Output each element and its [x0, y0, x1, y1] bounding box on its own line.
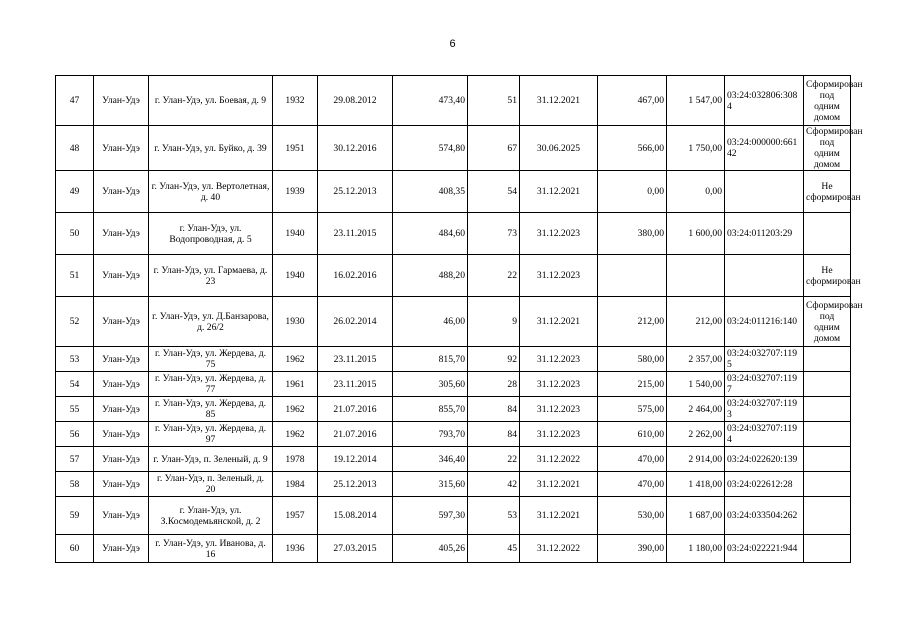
address-cell: г. Улан-Удэ, ул. Жердева, д. 97 [149, 422, 273, 447]
land-area-cell: 566,00 [598, 126, 667, 171]
residents-cell: 54 [468, 171, 520, 213]
table-row [56, 76, 851, 126]
inclusion-date-cell: 23.11.2015 [318, 213, 393, 255]
address-cell: г. Улан-Удэ, ул. Водопроводная, д. 5 [149, 213, 273, 255]
inclusion-date-cell: 30.12.2016 [318, 126, 393, 171]
address-cell: г. Улан-Удэ, ул. Жердева, д. 77 [149, 372, 273, 397]
total-area-cell: 1 547,00 [667, 76, 725, 126]
land-area-cell [598, 255, 667, 297]
cadastral-number-cell [725, 255, 804, 297]
inclusion-date-cell: 26.02.2014 [318, 297, 393, 347]
table-row [56, 126, 851, 171]
deadline-date-cell: 31.12.2023 [520, 422, 598, 447]
city-cell: Улан-Удэ [94, 447, 149, 472]
land-area-cell: 215,00 [598, 372, 667, 397]
build-year-cell: 1984 [273, 472, 318, 497]
inclusion-date-cell: 27.03.2015 [318, 535, 393, 563]
build-year-cell: 1939 [273, 171, 318, 213]
deadline-date-cell: 31.12.2022 [520, 535, 598, 563]
table-row [56, 497, 851, 535]
deadline-date-cell: 31.12.2021 [520, 472, 598, 497]
residents-cell: 92 [468, 347, 520, 372]
cadastral-number-cell: 03:24:022620:139 [725, 447, 804, 472]
cadastral-number-cell: 03:24:011203:29 [725, 213, 804, 255]
cadastral-number-cell: 03:24:022221:944 [725, 535, 804, 563]
address-cell: г. Улан-Удэ, п. Зеленый, д. 20 [149, 472, 273, 497]
row-number: 47 [56, 76, 94, 126]
residents-cell: 84 [468, 397, 520, 422]
page-number: 6 [449, 38, 456, 50]
city-cell: Улан-Удэ [94, 397, 149, 422]
deadline-date-cell: 31.12.2023 [520, 372, 598, 397]
total-area-cell: 1 540,00 [667, 372, 725, 397]
land-area-cell: 470,00 [598, 447, 667, 472]
address-cell: г. Улан-Удэ, ул. Вертолетная, д. 40 [149, 171, 273, 213]
total-area-cell: 1 180,00 [667, 535, 725, 563]
land-status-cell: Сформирован под одним домом [804, 126, 851, 171]
table-row [56, 171, 851, 213]
build-year-cell: 1951 [273, 126, 318, 171]
cadastral-number-cell: 03:24:032707:1195 [725, 347, 804, 372]
build-year-cell: 1962 [273, 422, 318, 447]
row-number: 50 [56, 213, 94, 255]
city-cell: Улан-Удэ [94, 255, 149, 297]
inclusion-date-cell: 21.07.2016 [318, 422, 393, 447]
cadastral-number-cell: 03:24:032806:3084 [725, 76, 804, 126]
residents-cell: 84 [468, 422, 520, 447]
residents-cell: 9 [468, 297, 520, 347]
residents-cell: 51 [468, 76, 520, 126]
row-number: 55 [56, 397, 94, 422]
land-area-cell: 530,00 [598, 497, 667, 535]
build-year-cell: 1940 [273, 213, 318, 255]
row-number: 56 [56, 422, 94, 447]
row-number: 54 [56, 372, 94, 397]
land-area-cell: 212,00 [598, 297, 667, 347]
land-status-cell [804, 213, 851, 255]
total-area-cell: 1 687,00 [667, 497, 725, 535]
deadline-date-cell: 31.12.2023 [520, 347, 598, 372]
cadastral-number-cell: 03:24:033504:262 [725, 497, 804, 535]
build-year-cell: 1961 [273, 372, 318, 397]
deadline-date-cell: 31.12.2021 [520, 171, 598, 213]
city-cell: Улан-Удэ [94, 535, 149, 563]
area-cell: 815,70 [393, 347, 468, 372]
deadline-date-cell: 30.06.2025 [520, 126, 598, 171]
residents-cell: 28 [468, 372, 520, 397]
city-cell: Улан-Удэ [94, 213, 149, 255]
land-status-cell: Сформирован под одним домом [804, 76, 851, 126]
residents-cell: 22 [468, 255, 520, 297]
land-status-cell [804, 447, 851, 472]
area-cell: 305,60 [393, 372, 468, 397]
table-row [56, 422, 851, 447]
residents-cell: 73 [468, 213, 520, 255]
land-status-cell: Не сформирован [804, 255, 851, 297]
land-status-cell: Не сформирован [804, 171, 851, 213]
table-row [56, 347, 851, 372]
city-cell: Улан-Удэ [94, 171, 149, 213]
build-year-cell: 1962 [273, 397, 318, 422]
city-cell: Улан-Удэ [94, 372, 149, 397]
total-area-cell: 212,00 [667, 297, 725, 347]
inclusion-date-cell: 23.11.2015 [318, 372, 393, 397]
total-area-cell [667, 255, 725, 297]
deadline-date-cell: 31.12.2023 [520, 397, 598, 422]
land-status-cell [804, 422, 851, 447]
address-cell: г. Улан-Удэ, ул. Гармаева, д. 23 [149, 255, 273, 297]
total-area-cell: 2 357,00 [667, 347, 725, 372]
residents-cell: 45 [468, 535, 520, 563]
area-cell: 405,26 [393, 535, 468, 563]
table-row [56, 535, 851, 563]
build-year-cell: 1930 [273, 297, 318, 347]
row-number: 51 [56, 255, 94, 297]
total-area-cell: 0,00 [667, 171, 725, 213]
area-cell: 488,20 [393, 255, 468, 297]
total-area-cell: 2 464,00 [667, 397, 725, 422]
table-row [56, 397, 851, 422]
row-number: 48 [56, 126, 94, 171]
land-area-cell: 467,00 [598, 76, 667, 126]
table-body [56, 76, 863, 563]
address-cell: г. Улан-Удэ, ул. З.Космодемьянской, д. 2 [149, 497, 273, 535]
area-cell: 46,00 [393, 297, 468, 347]
row-number: 52 [56, 297, 94, 347]
total-area-cell: 1 418,00 [667, 472, 725, 497]
city-cell: Улан-Удэ [94, 472, 149, 497]
table-row [56, 213, 851, 255]
deadline-date-cell: 31.12.2021 [520, 297, 598, 347]
area-cell: 408,35 [393, 171, 468, 213]
cadastral-number-cell [725, 171, 804, 213]
cadastral-number-cell: 03:24:000000:66142 [725, 126, 804, 171]
land-status-cell [804, 535, 851, 563]
residents-cell: 67 [468, 126, 520, 171]
deadline-date-cell: 31.12.2022 [520, 447, 598, 472]
build-year-cell: 1957 [273, 497, 318, 535]
area-cell: 597,30 [393, 497, 468, 535]
residents-cell: 53 [468, 497, 520, 535]
city-cell: Улан-Удэ [94, 347, 149, 372]
area-cell: 855,70 [393, 397, 468, 422]
cadastral-number-cell: 03:24:032707:1197 [725, 372, 804, 397]
address-cell: г. Улан-Удэ, ул. Жердева, д. 75 [149, 347, 273, 372]
build-year-cell: 1962 [273, 347, 318, 372]
inclusion-date-cell: 25.12.2013 [318, 171, 393, 213]
area-cell: 574,80 [393, 126, 468, 171]
build-year-cell: 1932 [273, 76, 318, 126]
row-number: 57 [56, 447, 94, 472]
inclusion-date-cell: 23.11.2015 [318, 347, 393, 372]
build-year-cell: 1940 [273, 255, 318, 297]
address-cell: г. Улан-Удэ, ул. Жердева, д. 85 [149, 397, 273, 422]
build-year-cell: 1936 [273, 535, 318, 563]
row-number: 53 [56, 347, 94, 372]
land-area-cell: 580,00 [598, 347, 667, 372]
table-row [56, 472, 851, 497]
inclusion-date-cell: 19.12.2014 [318, 447, 393, 472]
land-area-cell: 390,00 [598, 535, 667, 563]
land-status-cell [804, 347, 851, 372]
address-cell: г. Улан-Удэ, ул. Д.Банзарова, д. 26/2 [149, 297, 273, 347]
deadline-date-cell: 31.12.2021 [520, 497, 598, 535]
land-status-cell [804, 397, 851, 422]
cadastral-number-cell: 03:24:011216:140 [725, 297, 804, 347]
deadline-date-cell: 31.12.2021 [520, 76, 598, 126]
total-area-cell: 1 750,00 [667, 126, 725, 171]
area-cell: 484,60 [393, 213, 468, 255]
land-area-cell: 0,00 [598, 171, 667, 213]
land-status-cell: Сформирован под одним домом [804, 297, 851, 347]
inclusion-date-cell: 16.02.2016 [318, 255, 393, 297]
table-row [56, 255, 851, 297]
area-cell: 473,40 [393, 76, 468, 126]
city-cell: Улан-Удэ [94, 76, 149, 126]
address-cell: г. Улан-Удэ, ул. Буйко, д. 39 [149, 126, 273, 171]
city-cell: Улан-Удэ [94, 126, 149, 171]
total-area-cell: 1 600,00 [667, 213, 725, 255]
total-area-cell: 2 262,00 [667, 422, 725, 447]
row-number: 60 [56, 535, 94, 563]
city-cell: Улан-Удэ [94, 422, 149, 447]
cadastral-number-cell: 03:24:032707:1193 [725, 397, 804, 422]
table-row [56, 447, 851, 472]
area-cell: 346,40 [393, 447, 468, 472]
inclusion-date-cell: 21.07.2016 [318, 397, 393, 422]
land-area-cell: 380,00 [598, 213, 667, 255]
row-number: 59 [56, 497, 94, 535]
land-area-cell: 575,00 [598, 397, 667, 422]
deadline-date-cell: 31.12.2023 [520, 255, 598, 297]
cadastral-number-cell: 03:24:032707:1194 [725, 422, 804, 447]
address-cell: г. Улан-Удэ, ул. Иванова, д. 16 [149, 535, 273, 563]
cadastral-number-cell: 03:24:022612:28 [725, 472, 804, 497]
residents-cell: 22 [468, 447, 520, 472]
area-cell: 315,60 [393, 472, 468, 497]
area-cell: 793,70 [393, 422, 468, 447]
inclusion-date-cell: 15.08.2014 [318, 497, 393, 535]
residents-cell: 42 [468, 472, 520, 497]
city-cell: Улан-Удэ [94, 497, 149, 535]
housing-registry-table [55, 75, 863, 563]
table-row [56, 372, 851, 397]
land-status-cell [804, 372, 851, 397]
row-number: 58 [56, 472, 94, 497]
address-cell: г. Улан-Удэ, п. Зеленый, д. 9 [149, 447, 273, 472]
deadline-date-cell: 31.12.2023 [520, 213, 598, 255]
land-status-cell [804, 497, 851, 535]
city-cell: Улан-Удэ [94, 297, 149, 347]
table-row [56, 297, 851, 347]
land-area-cell: 610,00 [598, 422, 667, 447]
build-year-cell: 1978 [273, 447, 318, 472]
address-cell: г. Улан-Удэ, ул. Боевая, д. 9 [149, 76, 273, 126]
land-area-cell: 470,00 [598, 472, 667, 497]
land-status-cell [804, 472, 851, 497]
inclusion-date-cell: 29.08.2012 [318, 76, 393, 126]
row-number: 49 [56, 171, 94, 213]
inclusion-date-cell: 25.12.2013 [318, 472, 393, 497]
total-area-cell: 2 914,00 [667, 447, 725, 472]
